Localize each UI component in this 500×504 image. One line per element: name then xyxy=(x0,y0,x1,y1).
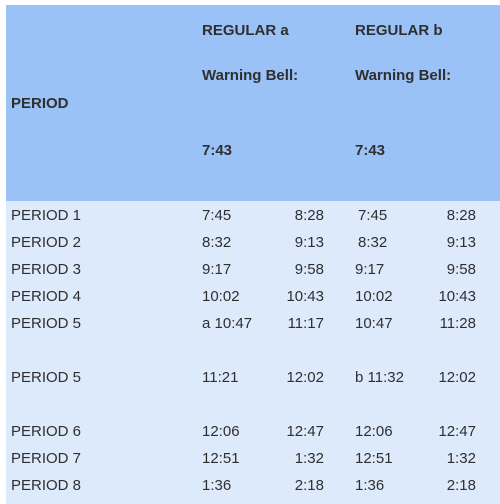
b-end-cell: 9:58 xyxy=(446,261,476,278)
b-end-cell: 12:47 xyxy=(438,423,476,440)
b-end-cell: 12:02 xyxy=(438,369,476,386)
b-end-cell: 2:18 xyxy=(446,477,476,494)
a-end-cell: 10:43 xyxy=(286,288,324,305)
a-end-cell: 11:17 xyxy=(287,315,324,332)
a-end-cell: 1:32 xyxy=(294,450,324,467)
b-start-cell: 10:47 xyxy=(355,315,393,332)
period-cell: PERIOD 4 xyxy=(11,288,82,305)
a-end-cell: 8:28 xyxy=(294,207,324,224)
bell-schedule-table xyxy=(6,5,500,504)
b-start-cell: 12:06 xyxy=(355,423,393,440)
regular-a-title: REGULAR a xyxy=(202,22,289,39)
b-end-cell: 11:28 xyxy=(439,315,476,332)
b-start-cell: b 11:32 xyxy=(355,369,404,386)
a-end-cell: 12:47 xyxy=(286,423,324,440)
period-cell: PERIOD 1 xyxy=(11,207,82,224)
a-end-cell: 9:13 xyxy=(294,234,324,251)
a-start-cell: 7:45 xyxy=(202,207,232,224)
table-header xyxy=(6,5,500,201)
a-start-cell: 12:51 xyxy=(202,450,240,467)
period-cell: PERIOD 3 xyxy=(11,261,82,278)
period-cell: PERIOD 5 xyxy=(11,369,82,386)
period-cell: PERIOD 2 xyxy=(11,234,82,251)
b-start-cell: 1:36 xyxy=(355,477,385,494)
b-end-cell: 8:28 xyxy=(446,207,476,224)
period-cell: PERIOD 8 xyxy=(11,477,82,494)
period-column-header: PERIOD xyxy=(11,95,69,112)
period-cell: PERIOD 5 xyxy=(11,315,82,332)
regular-b-warning-time: 7:43 xyxy=(355,142,386,159)
b-end-cell: 1:32 xyxy=(446,450,476,467)
a-start-cell: 1:36 xyxy=(202,477,232,494)
a-end-cell: 9:58 xyxy=(294,261,324,278)
b-start-cell: 10:02 xyxy=(355,288,393,305)
a-start-cell: a 10:47 xyxy=(202,315,253,332)
b-start-cell: 9:17 xyxy=(355,261,385,278)
b-end-cell: 9:13 xyxy=(446,234,476,251)
b-start-cell: 7:45 xyxy=(358,207,388,224)
period-cell: PERIOD 7 xyxy=(11,450,82,467)
regular-a-warning-label: Warning Bell: xyxy=(202,67,299,84)
b-start-cell: 12:51 xyxy=(355,450,393,467)
a-start-cell: 12:06 xyxy=(202,423,240,440)
a-start-cell: 8:32 xyxy=(202,234,232,251)
regular-b-title: REGULAR b xyxy=(355,22,443,39)
regular-b-warning-label: Warning Bell: xyxy=(355,67,452,84)
a-start-cell: 10:02 xyxy=(202,288,240,305)
period-cell: PERIOD 6 xyxy=(11,423,82,440)
regular-a-warning-time: 7:43 xyxy=(202,142,233,159)
a-end-cell: 2:18 xyxy=(294,477,324,494)
b-end-cell: 10:43 xyxy=(438,288,476,305)
a-start-cell: 11:21 xyxy=(202,369,239,386)
a-start-cell: 9:17 xyxy=(202,261,232,278)
b-start-cell: 8:32 xyxy=(358,234,388,251)
a-end-cell: 12:02 xyxy=(286,369,324,386)
